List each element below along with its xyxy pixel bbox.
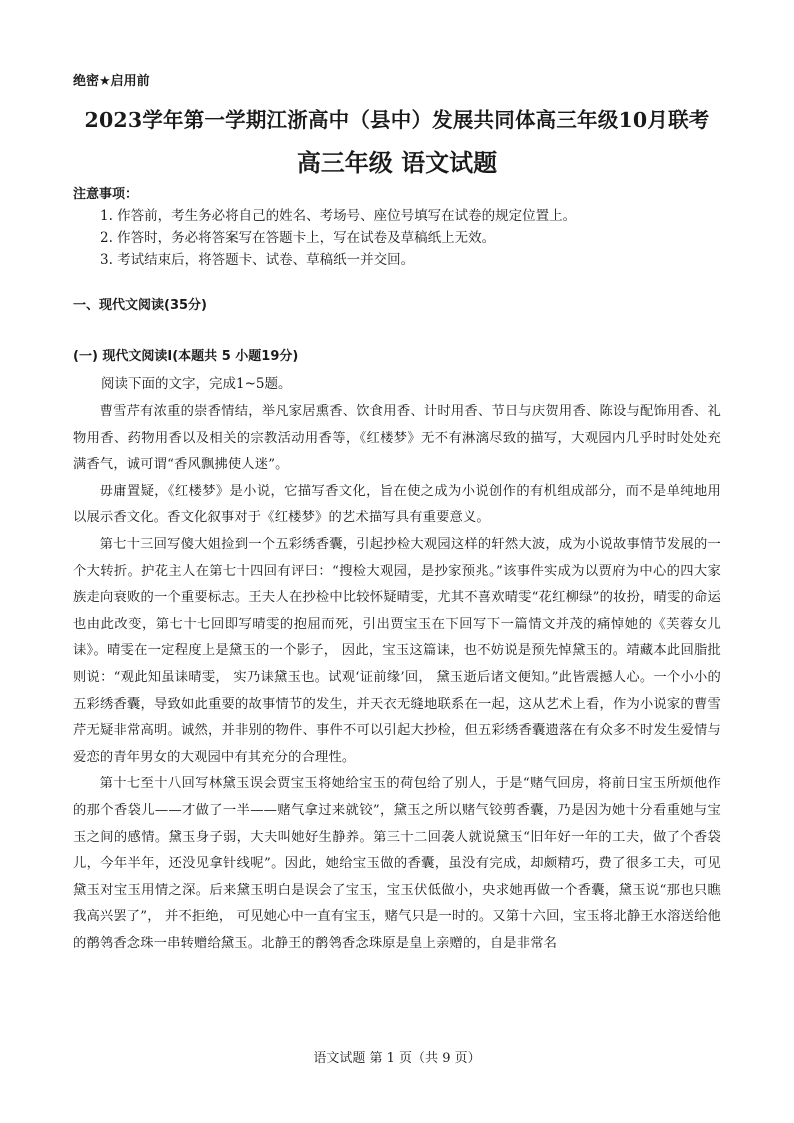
subsection-heading: (一) 现代文阅读Ⅰ(本题共 5 小题19分): [73, 349, 299, 364]
reading-passage: [73, 399, 721, 957]
passage-paragraph: 第七十三回写傻大姐捡到一个五彩绣香囊，引起抄检大观园这样的轩然大波，成为小说故事情节发展的一个大转折。护花主人在第七十四回有评曰：“搜检大观园，是抄家预兆。”该事件实成为以贾府为中心的四大家族走向衰败的一个重要标志。王夫人在抄检中比较怀疑晴雯，尤其不喜欢晴雯“花红柳绿”的妆扮，晴雯的命运也由此改变，第七十七回即写晴雯的抱屈而死，引出贾宝玉在下回写下一篇情文并茂的痛悼她的《芙蓉女儿诔》。晴雯在一定程度上是黛玉的一个影子， 因此，宝玉这篇诔，也不妨说是预先悼黛玉的。靖藏本此回脂批则说：“观此知虽诔晴雯， 实乃诔黛玉也。试观‘证前缘’回， 黛玉逝后诸文便知。”此皆震撼人心。一个小小的五彩绣香囊，导致如此重要的故事情节的发生，并天衣无缝地联系在一起，这从艺术上看，作为小说家的曹雪芹无疑非常高明。诚然，并非别的物件、事件不可以引起大抄检，但五彩绣香囊遗落在有众多不时发生爱情与爱恋的青年男女的大观园中有其充分的合理性。: [73, 536, 721, 765]
exam-title: 2023学年第一学期江浙高中（县中）发展共同体高三年级10月联考: [84, 108, 710, 132]
notice-item: 3. 考试结束后，将答题卡、试卷、草稿纸一并交回。: [100, 252, 415, 268]
notice-item: 2. 作答时，务必将答案写在答题卡上，写在试卷及草稿纸上无效。: [100, 230, 496, 246]
notice-list: [100, 205, 576, 271]
page-footer: 语文试题 第 1 页（共 9 页）: [313, 1051, 481, 1066]
section-heading: 一、现代文阅读(35分): [73, 298, 207, 313]
passage-paragraph: 曹雪芹有浓重的崇香情结，举凡家居熏香、饮食用香、计时用香、节日与庆贺用香、陈设与配饰用香、礼物用香、药物用香以及相关的宗教活动用香等，《红楼梦》无不有淋漓尽致的描写，大观园内几乎时时处处充满香气，诚可谓“香风飘拂使人迷”。: [73, 404, 721, 473]
passage-paragraph: 毋庸置疑，《红楼梦》是小说，它描写香文化，旨在使之成为小说创作的有机组成部分，而不是单纯地用以展示香文化。香文化叙事对于《红楼梦》的艺术描写具有重要意义。: [73, 483, 721, 526]
confidential-label: 绝密★启用前: [73, 74, 150, 89]
notice-heading: 注意事项：: [73, 187, 139, 202]
notice-item: 1. 作答前，考生务必将自己的姓名、考场号、座位号填写在试卷的规定位置上。: [100, 208, 577, 224]
subject-title: 高三年级 语文试题: [296, 149, 498, 177]
reading-instruction: 阅读下面的文字，完成1~5题。: [101, 376, 292, 392]
passage-paragraph: 第十七至十八回写林黛玉误会贾宝玉将她给宝玉的荷包给了别人，于是“赌气回房，将前日宝玉所烦他作的那个香袋儿——才做了一半——赌气拿过来就铰”，黛玉之所以赌气铰剪香囊，乃是因为她十分看重她与宝玉之间的感情。黛玉身子弱，大夫叫她好生静养。第三十二回袭人就说黛玉“旧年好一年的工夫，做了个香袋儿，今年半年，还没见拿针线呢”。因此，她给宝玉做的香囊，虽没有完成，却颇精巧，费了很多工夫，可见黛玉对宝玉用情之深。后来黛玉明白是误会了宝玉，宝玉伏低做小，央求她再做一个香囊，黛玉说“那也只瞧我高兴罢了”， 并不拒绝， 可见她心中一直有宝玉，赌气只是一时的。又第十六回，宝玉将北静王水溶送给他的鹡鸰香念珠一串转赠给黛玉。北静王的鹡鸰香念珠原是皇上亲赠的，自是非常名: [73, 776, 721, 951]
